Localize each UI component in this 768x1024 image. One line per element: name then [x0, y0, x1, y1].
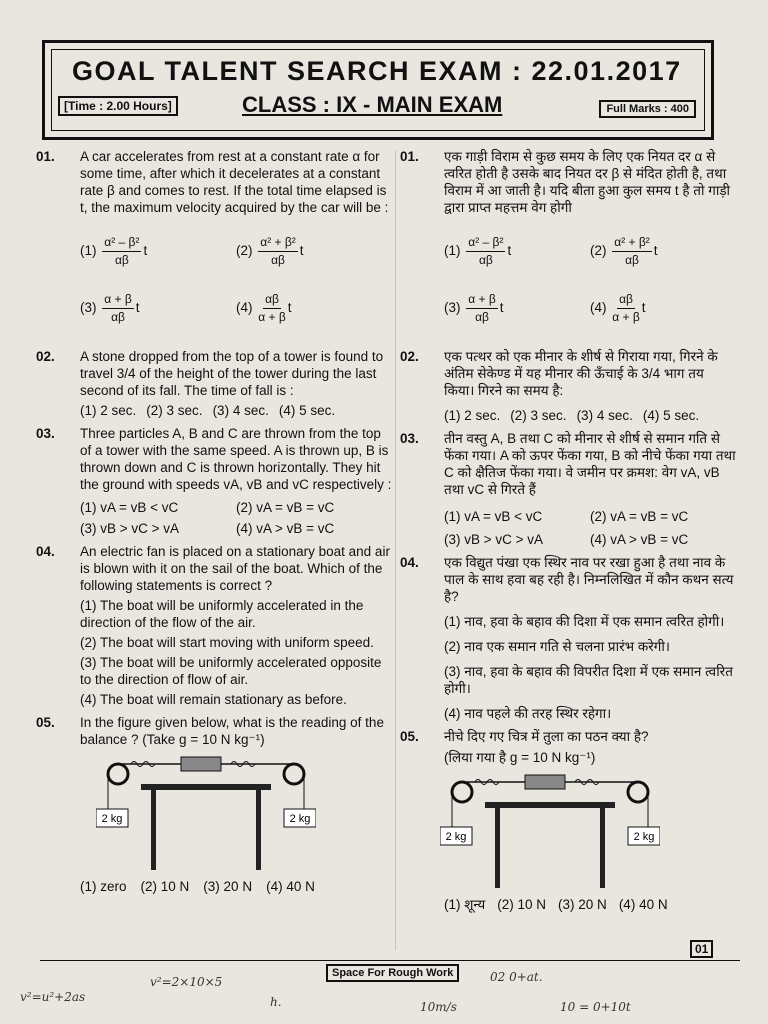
- option-3: (3) vB > vC > vA: [444, 532, 544, 547]
- question-text: एक विद्युत पंखा एक स्थिर नाव पर रखा हुआ है तथा नाव के पाल के साथ हवा बह रही है। निम्नलिखित में कौन कथन सत्य है?: [444, 555, 734, 604]
- question-text: In the figure given below, what is the reading of the balance ? (Take g = 10 N kg⁻¹): [80, 715, 384, 747]
- option-2: (2) 10 N: [140, 879, 190, 894]
- option-2: (2) 10 N: [497, 897, 547, 912]
- footer-divider: [40, 960, 740, 961]
- option-3: (3) $\frac{\alpha + \beta}{\alpha\beta}$ t: [80, 292, 140, 324]
- question-text: Three particles A, B and C are thrown from the top of a tower with the same speed. A is thrown up, B is thrown down and C is thrown horizontally. They hit the ground with speeds vA, vB and vC respectively :: [80, 426, 392, 492]
- question-number: 03.: [36, 426, 55, 441]
- option-3: (3) 4 sec.: [212, 403, 269, 418]
- option-1: (1) vA = vB < vC: [80, 500, 179, 515]
- question-text: तीन वस्तु A, B तथा C को मीनार से शीर्ष से समान गति से फेंका गया। A को ऊपर फेंका गया, B को नीचे फेंका गया तथा C को क्षैतिज फेंका गया। वे जमीन पर क्रमश: वेग vA, vB तथा vC से गिरते हैं: [444, 431, 736, 497]
- question-number: 02.: [400, 349, 419, 364]
- mass-left-label: 2 kg: [445, 831, 467, 843]
- question-number: 04.: [400, 555, 419, 570]
- mass-right-label: 2 kg: [289, 813, 311, 825]
- pulley-balance-diagram: [96, 754, 316, 874]
- option-1: (1) The boat will be uniformly accelerated in the direction of the flow of the air.: [80, 598, 364, 630]
- question-number: 05.: [400, 729, 419, 744]
- question-number: 01.: [36, 149, 55, 164]
- rough-work-label: Space For Rough Work: [326, 964, 459, 982]
- option-2: (2) $\frac{\text{α² + β²}}{\alpha\beta}$ t: [590, 235, 658, 267]
- option-3: (3) The boat will be uniformly accelerated opposite to the direction of flow of air.: [80, 655, 382, 687]
- question-text: एक पत्थर को एक मीनार के शीर्ष से गिराया गया, गिरने के अंतिम सेकेण्ड में यह मीनार की ऊँचाई के 3/4 भाग तय किया। गिरने का समय है:: [444, 349, 718, 398]
- question-number: 05.: [36, 715, 55, 730]
- question-note: (लिया गया है g = 10 N kg⁻¹): [444, 750, 596, 765]
- option-4: (4) $\frac{\alpha\beta}{\alpha + \beta}$ t: [590, 292, 646, 324]
- question-text: An electric fan is placed on a stationary boat and air is blown with it on the sail of the boat. Which of the following statements is correct ?: [80, 544, 390, 593]
- question-5: [36, 714, 392, 895]
- option-2: (2) vA = vB = vC: [236, 500, 335, 515]
- option-2: (2) The boat will start moving with uniform speed.: [80, 635, 374, 650]
- option-3: (3) 20 N: [558, 897, 607, 912]
- option-4: (4) $\frac{\alpha\beta}{\alpha + \beta}$ t: [236, 292, 292, 324]
- question-number: 03.: [400, 431, 419, 446]
- header-box: [42, 40, 714, 140]
- balance-figure: [96, 754, 316, 874]
- option-3: (3) vB > vC > vA: [80, 521, 180, 536]
- option-2: (2) 3 sec.: [510, 408, 567, 423]
- option-1: (1) शून्य: [444, 897, 486, 912]
- hindi-column: [400, 148, 736, 919]
- option-2: (2) vA = vB = vC: [590, 509, 689, 524]
- balance-figure-hindi: [440, 772, 660, 892]
- option-1: (1) 2 sec.: [80, 403, 137, 418]
- handwritten-note: v²=2×10×5: [150, 975, 223, 989]
- handwritten-note: h.: [270, 995, 282, 1009]
- option-4: (4) 40 N: [618, 897, 668, 912]
- question-text: A car accelerates from rest at a constant rate α for some time, after which it decelerates at a constant rate β and comes to rest. If the total time elapsed is t, the maximum velocity acquired by the car will be :: [80, 149, 389, 215]
- question-5-hindi: [400, 728, 736, 913]
- option-1: (1) vA = vB < vC: [444, 509, 543, 524]
- question-1-hindi: [400, 148, 736, 338]
- class-title: CLASS : IX - MAIN EXAM: [242, 92, 503, 117]
- full-marks-label: Full Marks : 400: [599, 100, 696, 118]
- question-2: [36, 348, 392, 419]
- option-1: (1) $\frac{\text{α² – β²}}{\alpha\beta}$ t: [80, 235, 148, 267]
- option-2: (2) नाव एक समान गति से चलना प्रारंभ करेगी।: [444, 639, 670, 654]
- option-3: (3) $\frac{\alpha + \beta}{\alpha\beta}$ t: [444, 292, 504, 324]
- option-3: (3) 4 sec.: [576, 408, 633, 423]
- mass-right-label: 2 kg: [633, 831, 655, 843]
- mass-left-label: 2 kg: [101, 813, 123, 825]
- question-number: 01.: [400, 149, 419, 164]
- column-divider: [395, 150, 396, 950]
- question-text: एक गाड़ी विराम से कुछ समय के लिए एक नियत दर α से त्वरित होती है उसके बाद नियत दर β से मंदित होती है, तथा विराम में आ जाती है। यदि बीता हुआ कुल समय t है तो गाड़ी द्वारा प्राप्त महत्तम वेग होगी: [444, 149, 731, 215]
- handwritten-note: 02 0+at.: [490, 970, 543, 984]
- handwritten-note: 10m/s: [420, 1000, 457, 1014]
- question-number: 04.: [36, 544, 55, 559]
- option-2: (2) 3 sec.: [146, 403, 203, 418]
- question-text: नीचे दिए गए चित्र में तुला का पठन क्या है?: [444, 729, 649, 744]
- question-2-hindi: [400, 348, 736, 424]
- option-1: (1) $\frac{\text{α² – β²}}{\alpha\beta}$ t: [444, 235, 512, 267]
- option-4: (4) 5 sec.: [278, 403, 336, 418]
- question-text: A stone dropped from the top of a tower is found to travel 3/4 of the height of the tower during the last second of its fall. The time of fall is :: [80, 349, 384, 398]
- question-4-hindi: [400, 554, 736, 722]
- option-1: (1) 2 sec.: [444, 408, 501, 423]
- option-4: (4) नाव पहले की तरह स्थिर रहेगा।: [444, 706, 612, 721]
- option-4: (4) vA > vB = vC: [236, 521, 335, 536]
- handwritten-note: v²=u²+2as: [20, 990, 86, 1004]
- option-2: (2) $\frac{\text{α² + β²}}{\alpha\beta}$ t: [236, 235, 304, 267]
- option-4: (4) 40 N: [266, 879, 315, 894]
- option-3: (3) नाव, हवा के बहाव की विपरीत दिशा में एक समान त्वरित होगी।: [444, 664, 733, 696]
- time-label: [Time : 2.00 Hours]: [58, 96, 178, 116]
- question-3: [36, 425, 392, 537]
- page-number: 01: [690, 940, 713, 958]
- pulley-balance-diagram: [440, 772, 660, 892]
- question-4: [36, 543, 392, 708]
- question-1: [36, 148, 392, 338]
- option-4: (4) The boat will remain stationary as before.: [80, 692, 347, 707]
- handwritten-note: 10 = 0+10t: [560, 1000, 631, 1014]
- option-3: (3) 20 N: [203, 879, 253, 894]
- option-4: (4) 5 sec.: [642, 408, 700, 423]
- english-column: [36, 148, 392, 901]
- option-1: (1) zero: [80, 879, 127, 894]
- option-4: (4) vA > vB = vC: [590, 532, 689, 547]
- question-3-hindi: [400, 430, 736, 548]
- question-number: 02.: [36, 349, 55, 364]
- exam-title: GOAL TALENT SEARCH EXAM : 22.01.2017: [72, 56, 682, 86]
- option-1: (1) नाव, हवा के बहाव की दिशा में एक समान त्वरित होगी।: [444, 614, 725, 629]
